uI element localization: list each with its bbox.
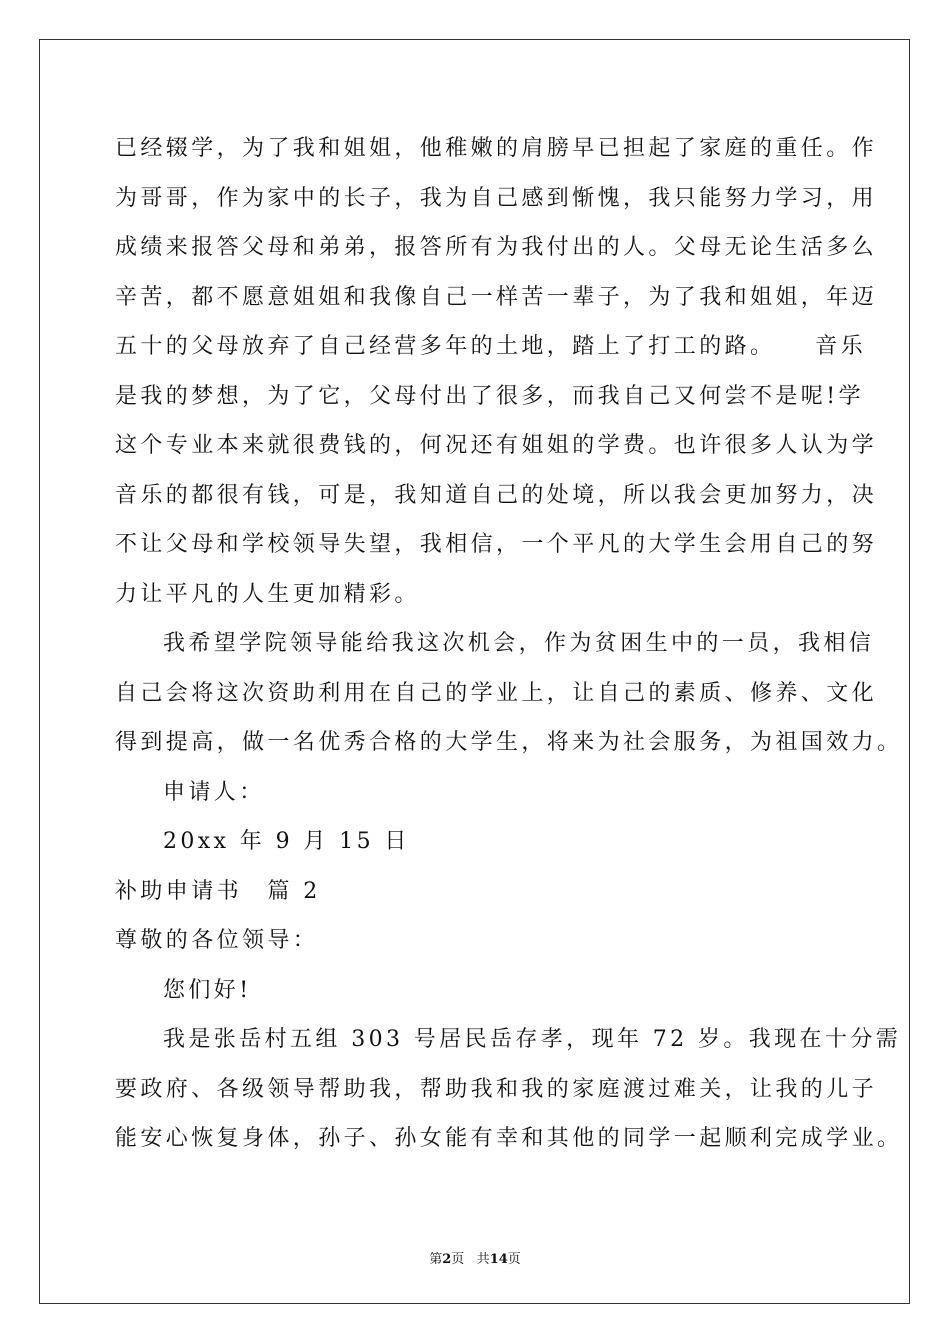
page-footer — [0, 1248, 950, 1267]
text-line: 已经辍学，为了我和姐姐，他稚嫩的肩膀早已担起了家庭的重任。作 — [115, 136, 878, 161]
page-number: 2 — [442, 1252, 452, 1267]
salutation: 尊敬的各位领导： — [115, 928, 319, 953]
applicant-label: 申请人： — [163, 779, 265, 805]
text-line: 音乐的都很有钱，可是，我知道自己的处境，所以我会更加努力，决 — [115, 482, 878, 508]
text-line: 要政府、各级领导帮助我，帮助我和我的家庭渡过难关，让我的儿子 — [115, 1076, 878, 1102]
text-line: 不让父母和学校领导失望，我相信，一个平凡的大学生会用自己的努 — [115, 532, 878, 557]
text-line: 是我的梦想，为了它，父母付出了很多，而我自己又何尝不是呢!学 — [115, 383, 864, 409]
document-body — [115, 124, 903, 1164]
text-line: 五十的父母放弃了自己经营多年的土地，踏上了打工的路。 音乐 — [115, 334, 867, 359]
text-line: 这个专业本来就很费钱的，何况还有姐姐的学费。也许很多人认为学 — [115, 433, 878, 458]
text-line: 我是张岳村五组 303 号居民岳存孝，现年 72 岁。我现在十分需 — [163, 1027, 902, 1052]
greeting: 您们好! — [163, 977, 252, 1003]
text-line: 我希望学院领导能给我这次机会，作为贫困生中的一员，我相信 — [163, 631, 875, 656]
text-line: 能安心恢复身体，孙子、孙女能有幸和其他的同学一起顺利完成学业。 — [115, 1126, 903, 1151]
page-label: 第 — [429, 1252, 443, 1267]
section-heading: 补助申请书 篇 2 — [115, 878, 321, 904]
text-line: 为哥哥，作为家中的长子，我为自己感到惭愧，我只能努力学习，用 — [115, 185, 878, 211]
total-label: 共 — [476, 1252, 490, 1267]
total-pages: 14 — [489, 1252, 508, 1267]
text-line: 成绩来报答父母和弟弟，报答所有为我付出的人。父母无论生活多么 — [115, 235, 878, 260]
text-line: 自己会将这次资助利用在自己的学业上，让自己的素质、修养、文化 — [115, 680, 878, 706]
text-line: 力让平凡的人生更加精彩。 — [115, 581, 420, 607]
text-line: 辛苦，都不愿意姐姐和我像自己一样苦一辈子，为了我和姐姐，年迈 — [115, 284, 878, 310]
date-line: 20xx 年 9 月 15 日 — [163, 829, 410, 854]
text-line: 得到提高，做一名优秀合格的大学生，将来为社会服务，为祖国效力。 — [115, 730, 903, 755]
page-unit: 页 — [451, 1252, 465, 1267]
total-unit: 页 — [507, 1252, 521, 1267]
